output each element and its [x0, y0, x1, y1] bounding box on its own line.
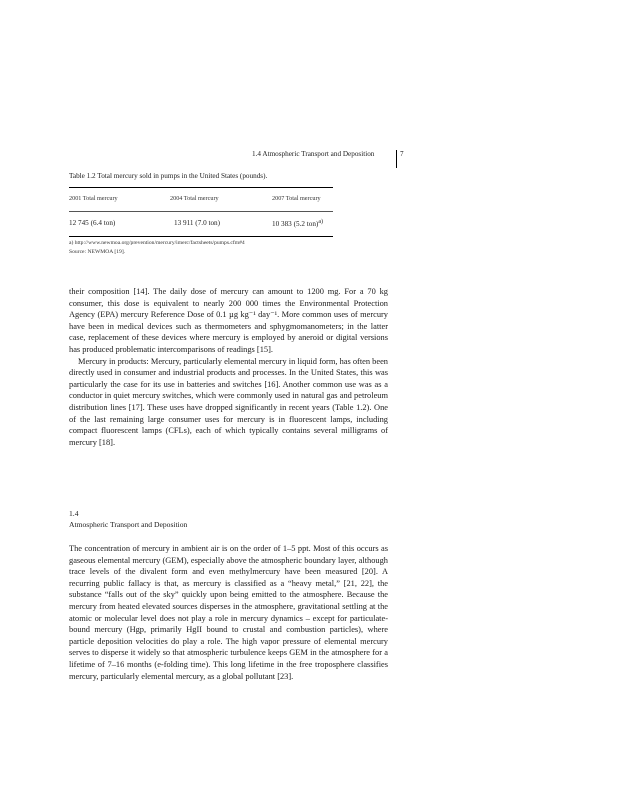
table-cell-2004: 13 911 (7.0 ton) — [174, 219, 221, 227]
table-mid-rule — [69, 211, 333, 212]
table-cell-2007-note: a) — [318, 219, 323, 225]
table-header-2001: 2001 Total mercury — [69, 195, 118, 202]
table-bottom-rule — [69, 236, 333, 237]
body-text — [69, 286, 388, 448]
table-cell-2007-value: 10 383 (5.2 ton) — [272, 220, 319, 228]
table-header-2004: 2004 Total mercury — [170, 195, 219, 202]
section-number: 1.4 — [69, 509, 79, 518]
table-top-rule — [69, 187, 333, 188]
table-source: Source: NEWMOA [19]. — [69, 249, 126, 255]
body-paragraph-1: their composition [14]. The daily dose of mercury can amount to 1200 mg. For a 70 kg consumer, this dose is equivalent to nearly 200 000 times the Environmental Protection Agency (EPA) mercury Reference Dose of 0.1 µg kg⁻¹ day⁻¹. More common uses of mercury have been in medical devices such as thermometers and sphygmomanometers; in the latter case, replacement of these devices where mercury is employed by aneroid or digital versions has produced problematic intercomparisons of readings [15]. — [69, 287, 388, 354]
section-title: Atmospheric Transport and Deposition — [69, 520, 188, 529]
section-body — [69, 543, 388, 682]
body-paragraph-2: Mercury in products: Mercury, particularly elemental mercury in liquid form, has often been directly used in consumer and industrial products and processes. In the United States, this was particularly the case for its use in batteries and switches [16]. Another common use was as a conductor in quiet mercury switches, which were commonly used in natural gas and petroleum distribution lines [17]. These uses have dropped significantly in recent years (Table 1.2). One of the last remaining large consumer uses for mercury is in fluorescent lamps, including compact fluorescent lamps (CFLs), each of which typically contains several milligrams of mercury [18]. — [69, 356, 388, 447]
table-caption: Table 1.2 Total mercury sold in pumps in the United States (pounds). — [69, 172, 268, 180]
table-cell-2007 — [272, 219, 323, 228]
table-cell-2001: 12 745 (6.4 ton) — [69, 219, 116, 227]
running-head: 1.4 Atmospheric Transport and Deposition — [252, 150, 375, 158]
table-header-2007: 2007 Total mercury — [272, 195, 321, 202]
table-footnote: a) http://www.newmoa.org/prevention/mercury/imerc/factsheets/pumps.cfm#4 — [69, 240, 245, 246]
page-number: 7 — [396, 150, 404, 168]
section-paragraph-1: The concentration of mercury in ambient air is on the order of 1–5 ppt. Most of this occurs as gaseous elemental mercury (GEM), especially above the atmospheric boundary layer, although trace levels of the divalent form and even methylmercury have been measured [20]. A recurring public fallacy is that, as mercury is classified as a “heavy metal,” [21, 22], the substance “falls out of the sky” quickly upon being emitted to the atmosphere. Because the mercury from heated elevated sources disperses in the atmosphere, gravitational settling at the atomic or molecular level does not play a role in mercury dynamics – except for particulate-bound mercury (Hgp, primarily HgII bound to crustal and combustion particles), where particle deposition velocities do play a role. The high vapor pressure of elemental mercury serves to disperse it widely so that atmospheric turbulence keeps GEM in the atmosphere for a lifetime of 7–16 months (e-folding time). This long lifetime in the free troposphere classifies mercury, particularly elemental mercury, as a global pollutant [23]. — [69, 544, 388, 681]
